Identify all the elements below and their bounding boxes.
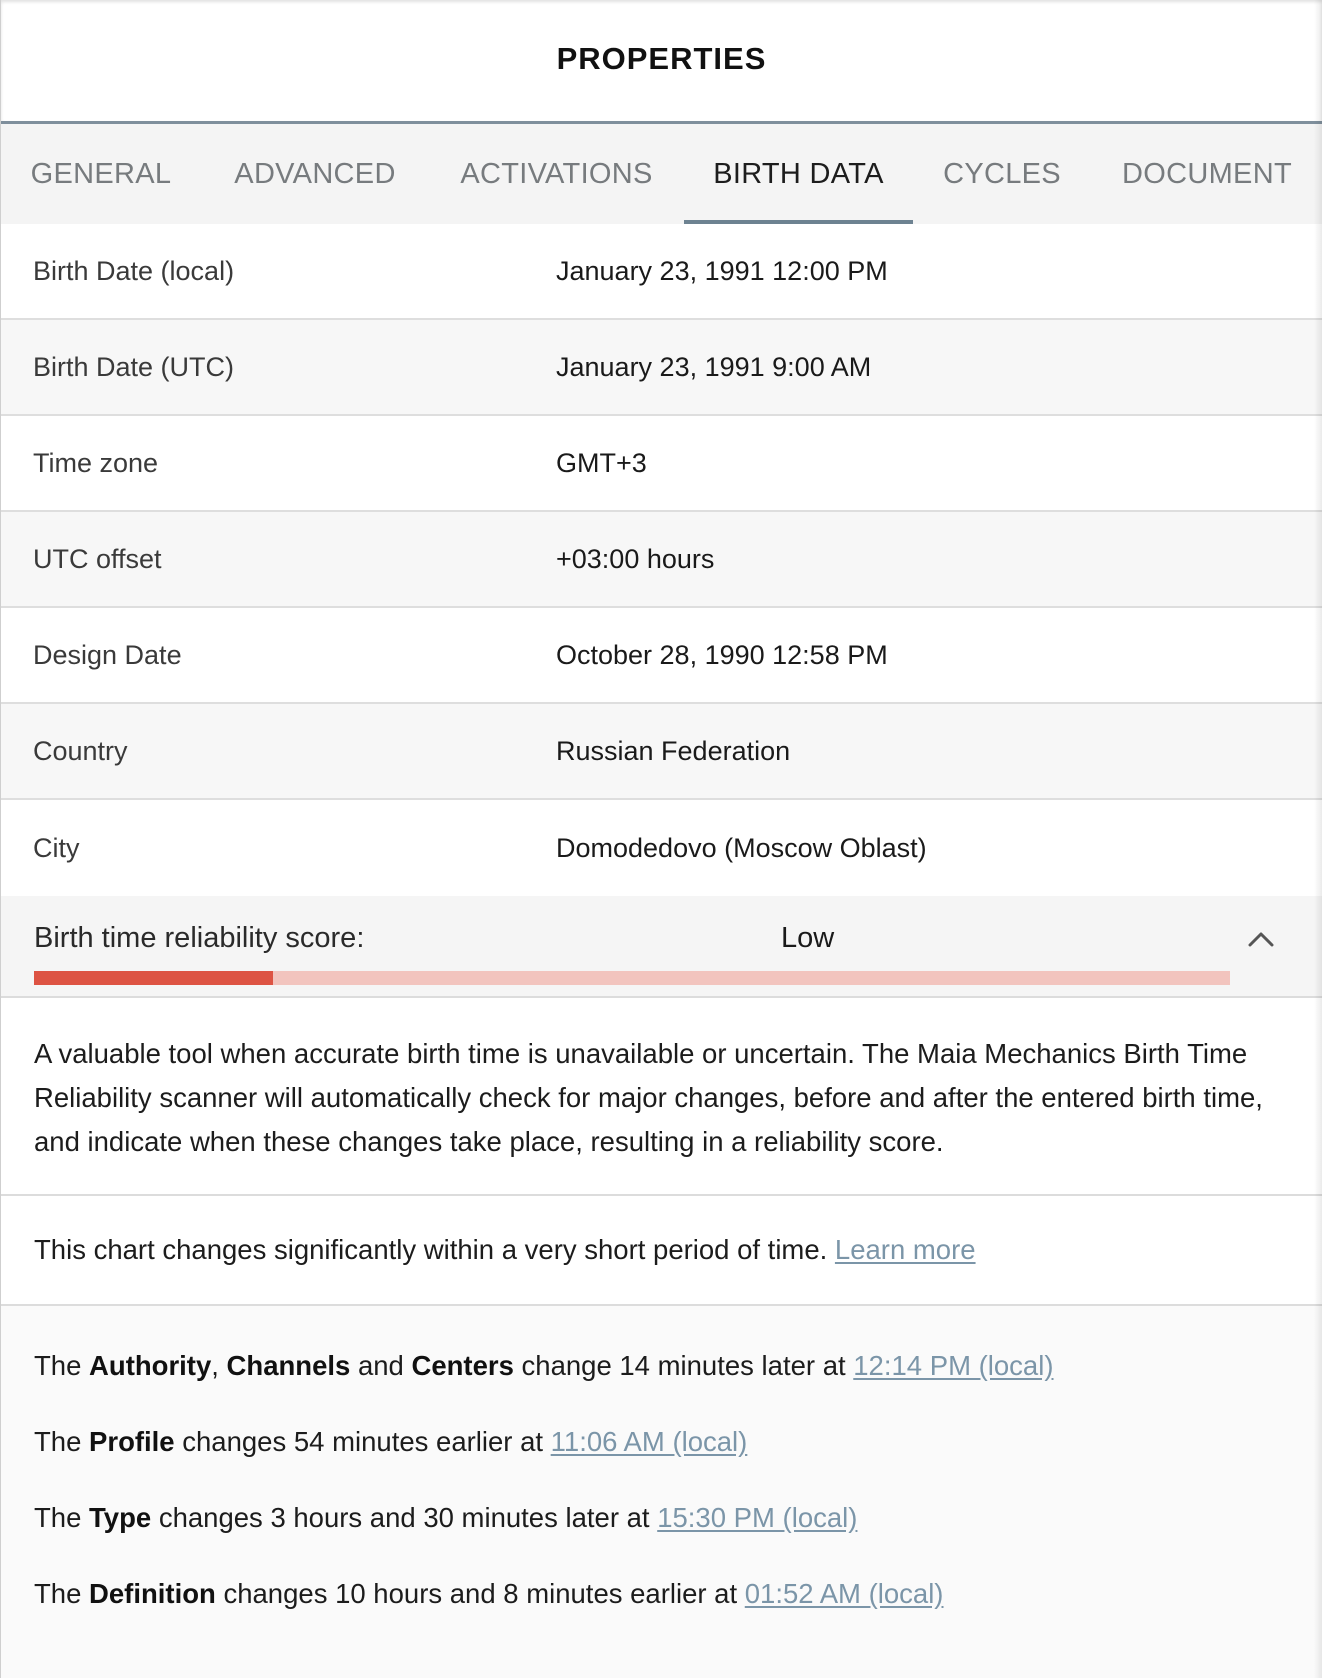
row-label: Birth Date (local) [33, 255, 235, 286]
row-value: January 23, 1991 12:00 PM [556, 255, 888, 286]
tab-cycles[interactable]: CYCLES [943, 157, 1061, 190]
row-value: Russian Federation [556, 735, 791, 766]
tab-advanced[interactable]: ADVANCED [234, 157, 396, 190]
change-term: Definition [89, 1578, 216, 1609]
row-label: UTC offset [33, 543, 162, 574]
reliability-value: Low [781, 922, 835, 954]
reliability-bar [34, 971, 1230, 985]
row-value: October 28, 1990 12:58 PM [556, 639, 888, 670]
change-time-link[interactable]: 11:06 AM (local) [550, 1426, 748, 1457]
change-text: The [34, 1426, 90, 1457]
tab-document[interactable]: DOCUMENT [1122, 157, 1292, 190]
reliability-header[interactable] [1, 896, 1322, 998]
change-time-link[interactable]: 15:30 PM (local) [657, 1502, 858, 1533]
change-text: change 14 minutes later at [513, 1350, 854, 1381]
row-label: Birth Date (UTC) [33, 351, 235, 382]
change-text: changes 3 hours and 30 minutes later at [151, 1502, 658, 1533]
notice-text: This chart changes significantly within a very short period of time. [34, 1234, 835, 1265]
change-time-link[interactable]: 01:52 AM (local) [744, 1578, 944, 1609]
change-text: The [34, 1350, 90, 1381]
reliability-notice [1, 1196, 1322, 1306]
change-text: changes 10 hours and 8 minutes earlier at [215, 1578, 745, 1609]
row-utc-offset [1, 512, 1322, 608]
birth-data-table [1, 224, 1322, 896]
tab-birth-data[interactable]: BIRTH DATA [684, 124, 913, 224]
row-label: City [33, 832, 80, 863]
change-type [34, 1480, 1289, 1556]
change-term: Channels [226, 1350, 351, 1381]
row-value: +03:00 hours [556, 543, 715, 574]
row-country [1, 704, 1322, 800]
row-design-date [1, 608, 1322, 704]
tab-activations[interactable]: ACTIVATIONS [460, 157, 653, 190]
change-text: The [34, 1502, 90, 1533]
row-label: Design Date [33, 639, 182, 670]
row-label: Time zone [33, 447, 159, 478]
change-time-link[interactable]: 12:14 PM (local) [853, 1350, 1054, 1381]
changes-list [1, 1306, 1322, 1632]
change-definition [34, 1556, 1289, 1632]
change-profile [34, 1404, 1289, 1480]
change-text: changes 54 minutes earlier at [174, 1426, 551, 1457]
change-text: and [350, 1350, 412, 1381]
tab-general[interactable]: GENERAL [30, 157, 172, 190]
row-time-zone [1, 416, 1322, 512]
panel-header [1, 0, 1322, 124]
change-authority [34, 1328, 1289, 1404]
row-value: GMT+3 [556, 447, 647, 478]
reliability-bar-fill [34, 971, 273, 985]
change-term: Profile [89, 1426, 175, 1457]
row-city [1, 800, 1322, 896]
change-text: The [34, 1578, 90, 1609]
row-birth-date-local [1, 224, 1322, 320]
panel-title: PROPERTIES [556, 40, 767, 76]
row-value: January 23, 1991 9:00 AM [556, 351, 872, 382]
change-text: , [211, 1350, 227, 1381]
change-term: Authority [89, 1350, 212, 1381]
change-term: Type [89, 1502, 152, 1533]
reliability-label: Birth time reliability score: [34, 922, 365, 954]
row-value: Domodedovo (Moscow Oblast) [556, 832, 927, 863]
tab-bar [1, 124, 1322, 224]
row-label: Country [33, 735, 128, 766]
learn-more-link[interactable]: Learn more [834, 1234, 976, 1265]
row-birth-date-utc [1, 320, 1322, 416]
chevron-up-icon[interactable] [1244, 924, 1278, 954]
change-term: Centers [411, 1350, 514, 1381]
reliability-description: A valuable tool when accurate birth time is unavailable or uncertain. The Maia Mechanics Birth Time Reliability scanner will automatically check for major changes, before and after the entered birth time, and indicate when these changes take place, resulting in a reliability score. [1, 998, 1322, 1196]
